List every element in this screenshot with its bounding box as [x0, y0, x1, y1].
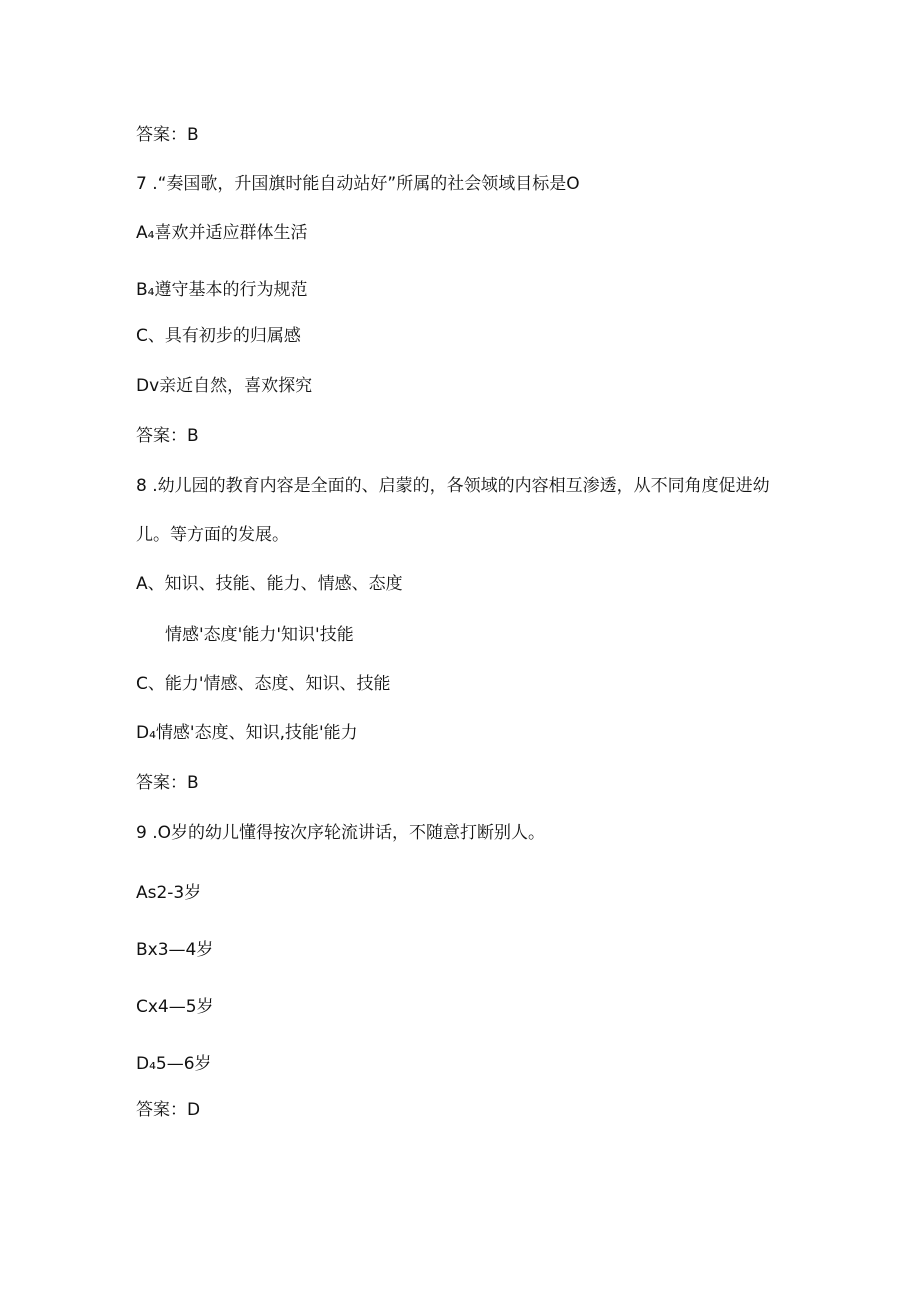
- option-a: A₄喜欢并适应群体生活: [136, 223, 308, 243]
- option-b: Bx3—4岁: [136, 940, 214, 960]
- answer-line: 答案：D: [136, 1100, 201, 1120]
- question-9: 9 .O岁的幼儿懂得按次序轮流讲话，不随意打断别人。: [136, 823, 546, 843]
- answer-line: 答案：B: [136, 125, 199, 145]
- option-d: Dv亲近自然，喜欢探究: [136, 376, 313, 396]
- option-a: A、知识、技能、能力、情感、态度: [136, 574, 403, 594]
- question-7: 7 .“奏国歌，升国旗时能自动站好”所属的社会领域目标是O: [136, 174, 580, 194]
- option-c: Cx4—5岁: [136, 997, 214, 1017]
- answer-line: 答案：B: [136, 773, 199, 793]
- question-8: 8 .幼儿园的教育内容是全面的、启蒙的，各领域的内容相互渗透，从不同角度促进幼: [136, 476, 770, 496]
- option-b: 情感'态度'能力'知识'技能: [165, 625, 354, 645]
- answer-line: 答案：B: [136, 426, 199, 446]
- option-a: As2-3岁: [136, 883, 202, 903]
- option-c: C、能力'情感、态度、知识、技能: [136, 674, 391, 694]
- option-d: D₄5—6岁: [136, 1054, 212, 1074]
- question-8-continued: 儿。等方面的发展。: [136, 525, 289, 545]
- option-d: D₄情感'态度、知识,技能'能力: [136, 723, 358, 743]
- option-c: C、具有初步的归属感: [136, 326, 301, 346]
- option-b: B₄遵守基本的行为规范: [136, 280, 308, 300]
